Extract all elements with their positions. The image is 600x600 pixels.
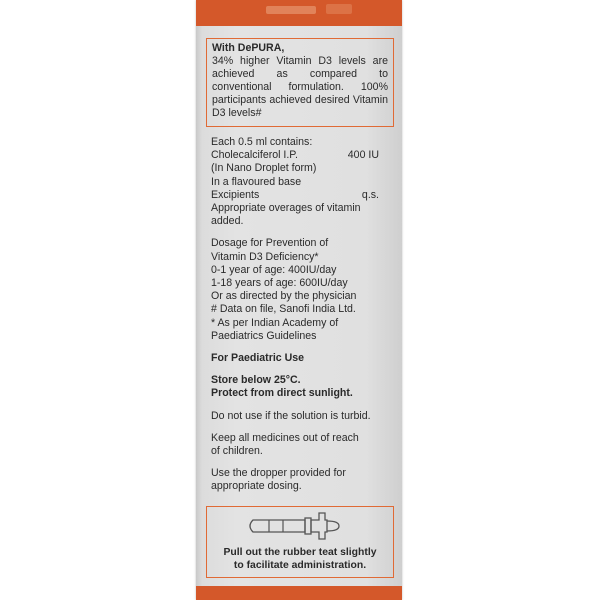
excipients-row — [211, 189, 379, 202]
dropper-instruction-text — [212, 546, 388, 572]
top-strip-mark — [326, 4, 352, 14]
dosage-line: Or as directed by the physician — [211, 290, 357, 303]
excipients-label: Excipients — [211, 188, 260, 201]
usage-note: For Paediatric Use — [211, 352, 305, 365]
overages-note: added. — [211, 215, 244, 228]
base-note: In a flavoured base — [211, 175, 302, 188]
claim-box — [206, 38, 394, 127]
claim-line: Vitamin D3 levels# — [212, 94, 388, 119]
top-strip-mark — [266, 6, 316, 14]
children-warning: Keep all medicines out of reach — [211, 431, 359, 444]
claim-line: participants achieved desired — [212, 94, 350, 106]
label-content — [211, 136, 391, 494]
claim-line: 34% higher Vitamin D3 levels are — [212, 55, 388, 67]
dropper-icon — [235, 510, 355, 542]
carton-side-panel — [196, 0, 402, 600]
dropper-instruction-line: to facilitate administration. — [233, 560, 367, 571]
dosage-line: Vitamin D3 Deficiency* — [211, 250, 319, 263]
composition-intro: Each 0.5 ml contains: — [211, 136, 313, 148]
bottom-orange-strip — [196, 586, 402, 600]
excipients-value: q.s. — [361, 188, 379, 201]
ingredient-amount: 400 IU — [347, 149, 379, 162]
dosage-line: * As per Indian Academy of — [211, 316, 339, 329]
storage-line: Protect from direct sunlight. — [211, 387, 353, 400]
top-orange-strip — [196, 0, 402, 26]
children-warning: of children. — [211, 445, 263, 458]
turbid-warning: Do not use if the solution is turbid. — [211, 409, 371, 422]
dosage-line: 1-18 years of age: 600IU/day — [211, 277, 348, 290]
dosage-line: # Data on file, Sanofi India Ltd. — [211, 303, 356, 316]
dosage-line: Paediatrics Guidelines — [211, 329, 317, 342]
claim-heading: With DePURA, — [212, 42, 285, 54]
storage-line: Store below 25°C. — [211, 374, 301, 387]
ingredient-row — [211, 149, 379, 162]
dropper-note: Use the dropper provided for — [211, 467, 346, 480]
claim-line: conventional formulation. 100% — [212, 81, 388, 93]
dosage-line: Dosage for Prevention of — [211, 237, 329, 250]
overages-note: Appropriate overages of vitamin — [211, 202, 361, 215]
dropper-note: appropriate dosing. — [211, 480, 302, 493]
form-note: (In Nano Droplet form) — [211, 162, 317, 175]
dropper-instruction-line: Pull out the rubber teat slightly — [223, 547, 377, 558]
dropper-instruction-box — [206, 506, 394, 578]
claim-line: achieved as compared to — [212, 68, 388, 80]
ingredient-name: Cholecalciferol I.P. — [211, 149, 298, 162]
dosage-line: 0-1 year of age: 400IU/day — [211, 263, 337, 276]
